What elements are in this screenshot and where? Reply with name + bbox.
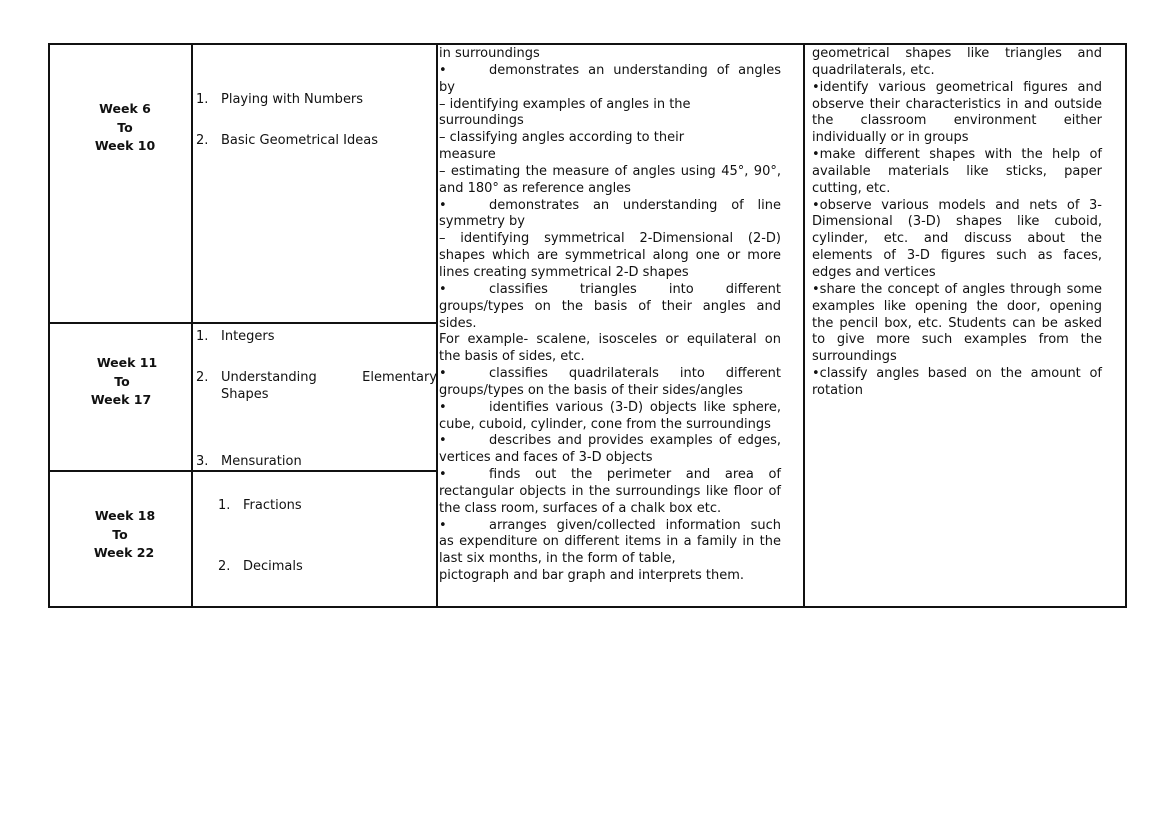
outcome-text: describes and provides examples of edges, <box>489 433 781 449</box>
outcome-line: measure <box>439 147 496 163</box>
week-start: Week 11 <box>96 355 158 370</box>
topic-item <box>196 369 437 403</box>
outcome-text: arranges given/collected information such <box>489 517 781 533</box>
week-end: Week 22 <box>93 545 155 560</box>
topic-label: Basic Geometrical Ideas <box>221 133 378 148</box>
outcome-text: classifies triangles into different <box>489 281 781 297</box>
outcome-text: identifies various (3-D) objects like sphere, <box>489 399 781 415</box>
bullet-dot: • <box>439 366 447 382</box>
outcome-line: pictograph and bar graph and interprets them. <box>439 568 745 584</box>
outcome-bullet-line <box>439 366 781 383</box>
topic-number: 2. <box>218 559 231 574</box>
topic-number: 3. <box>196 454 209 469</box>
outcome-text: demonstrates an understanding of angles <box>489 62 781 78</box>
activity-line: observe their characteristics in and outside <box>812 96 1102 112</box>
activity-line: •make different shapes with the help of <box>812 147 1102 163</box>
outcome-line: as expenditure on different items in a family in the <box>439 534 781 550</box>
activity-line: elements of 3-D figures such as faces, <box>812 248 1102 264</box>
week-start: Week 18 <box>94 508 156 523</box>
topic-label-part: Elementary <box>362 370 437 385</box>
outcome-line: by <box>439 79 455 95</box>
topic-item <box>196 132 434 149</box>
outcome-line: the class room, surfaces of a chalk box etc. <box>439 500 722 516</box>
table-right-border <box>1125 43 1127 608</box>
activity-line: available materials like sticks, paper <box>812 163 1102 179</box>
week-cell-row-3 <box>50 507 200 563</box>
topic-label <box>221 369 437 403</box>
table-top-border <box>48 43 1127 45</box>
outcome-line: cube, cuboid, cylinder, cone from the surroundings <box>439 416 771 432</box>
outcome-line: lines creating symmetrical 2-D shapes <box>439 264 689 280</box>
outcome-line: groups/types on the basis of their sides/angles <box>439 382 743 398</box>
bullet-dot: • <box>439 467 447 483</box>
week-to: To <box>112 526 128 542</box>
outcome-bullet-line <box>439 63 781 80</box>
outcome-bullet-line <box>439 198 781 215</box>
column-divider-3 <box>803 43 805 608</box>
outcome-line: – identifying symmetrical 2-Dimensional (2-D) <box>439 231 781 247</box>
outcome-line: and 180° as reference angles <box>439 180 631 196</box>
topic-label: Playing with Numbers <box>221 92 364 107</box>
activity-line: to give more such examples from the <box>812 332 1102 348</box>
outcome-bullet-line <box>439 433 781 450</box>
outcome-text: demonstrates an understanding of line <box>489 197 781 213</box>
activity-line: •observe various models and nets of 3- <box>812 197 1102 213</box>
activity-line: quadrilaterals, etc. <box>812 62 935 78</box>
column-divider-2 <box>436 43 438 608</box>
topic-item <box>196 453 434 470</box>
topic-number: 1. <box>196 329 209 344</box>
week-cell-row-2 <box>52 354 202 410</box>
learning-outcomes-cell <box>439 46 781 585</box>
outcome-line: in surroundings <box>439 46 540 61</box>
topic-label: Mensuration <box>221 454 302 469</box>
topic-item <box>196 91 434 108</box>
topic-number: 1. <box>218 498 231 513</box>
outcome-line: groups/types on the basis of their angles and <box>439 298 781 314</box>
bullet-dot: • <box>439 281 447 297</box>
topic-label-part: Understanding <box>221 370 317 385</box>
outcome-line: rectangular objects in the surroundings like floor of <box>439 483 781 499</box>
bullet-dot: • <box>439 197 447 213</box>
activities-cell <box>812 46 1102 400</box>
topic-number: 1. <box>196 92 209 107</box>
outcome-bullet-line <box>439 282 781 299</box>
activity-line: the classroom environment either <box>812 113 1102 129</box>
topic-number: 2. <box>196 133 209 148</box>
outcome-line: sides. <box>439 315 477 331</box>
row-divider-2 <box>48 470 438 472</box>
week-to: To <box>114 373 130 389</box>
activity-line: •identify various geometrical figures and <box>812 79 1102 95</box>
bullet-dot: • <box>439 62 447 78</box>
topic-label: Fractions <box>243 498 302 513</box>
activity-line: edges and vertices <box>812 264 936 280</box>
week-cell-row-1 <box>50 100 200 156</box>
outcome-bullet-line <box>439 467 781 484</box>
topic-label: Decimals <box>243 559 303 574</box>
activity-line: surroundings <box>812 349 897 365</box>
table-bottom-border <box>48 606 1127 608</box>
topic-label: Integers <box>221 329 275 344</box>
activity-line: rotation <box>812 382 863 398</box>
outcome-line: surroundings <box>439 113 524 129</box>
outcome-bullet-line <box>439 518 781 535</box>
activity-line: cutting, etc. <box>812 180 891 196</box>
outcome-text: finds out the perimeter and area of <box>489 467 781 483</box>
outcome-line: last six months, in the form of table, <box>439 551 676 567</box>
outcome-bullet-line <box>439 400 781 417</box>
activity-line: individually or in groups <box>812 130 969 146</box>
activity-line: •share the concept of angles through some <box>812 281 1102 297</box>
activity-line: geometrical shapes like triangles and <box>812 46 1102 61</box>
week-end: Week 17 <box>90 392 152 407</box>
week-to: To <box>117 119 133 135</box>
topic-item <box>218 497 428 514</box>
topic-number: 2. <box>196 370 209 385</box>
outcome-line: – identifying examples of angles in the <box>439 96 691 112</box>
activity-line: Dimensional (3-D) shapes like cuboid, <box>812 214 1102 230</box>
bullet-dot: • <box>439 399 447 415</box>
bullet-dot: • <box>439 433 447 449</box>
row-divider-1 <box>48 322 438 324</box>
activity-line: the pencil box, etc. Students can be asked <box>812 315 1102 331</box>
bullet-dot: • <box>439 517 447 533</box>
topic-item <box>196 328 434 345</box>
outcome-line: For example- scalene, isosceles or equilateral on <box>439 332 781 348</box>
outcome-line: shapes which are symmetrical along one or more <box>439 248 781 264</box>
outcome-line: – estimating the measure of angles using 45°, 90°, <box>439 163 781 179</box>
outcome-text: classifies quadrilaterals into different <box>489 366 781 382</box>
activity-line: examples like opening the door, opening <box>812 298 1102 314</box>
outcome-line: vertices and faces of 3-D objects <box>439 450 653 466</box>
topic-label-part: Shapes <box>221 387 269 402</box>
outcome-line: symmetry by <box>439 214 526 230</box>
week-end: Week 10 <box>94 138 156 153</box>
outcome-line: the basis of sides, etc. <box>439 349 585 365</box>
topic-item <box>218 558 428 575</box>
activity-line: cylinder, etc. and discuss about the <box>812 231 1102 247</box>
activity-line: •classify angles based on the amount of <box>812 366 1102 382</box>
outcome-line: – classifying angles according to their <box>439 130 685 146</box>
week-start: Week 6 <box>99 101 151 116</box>
